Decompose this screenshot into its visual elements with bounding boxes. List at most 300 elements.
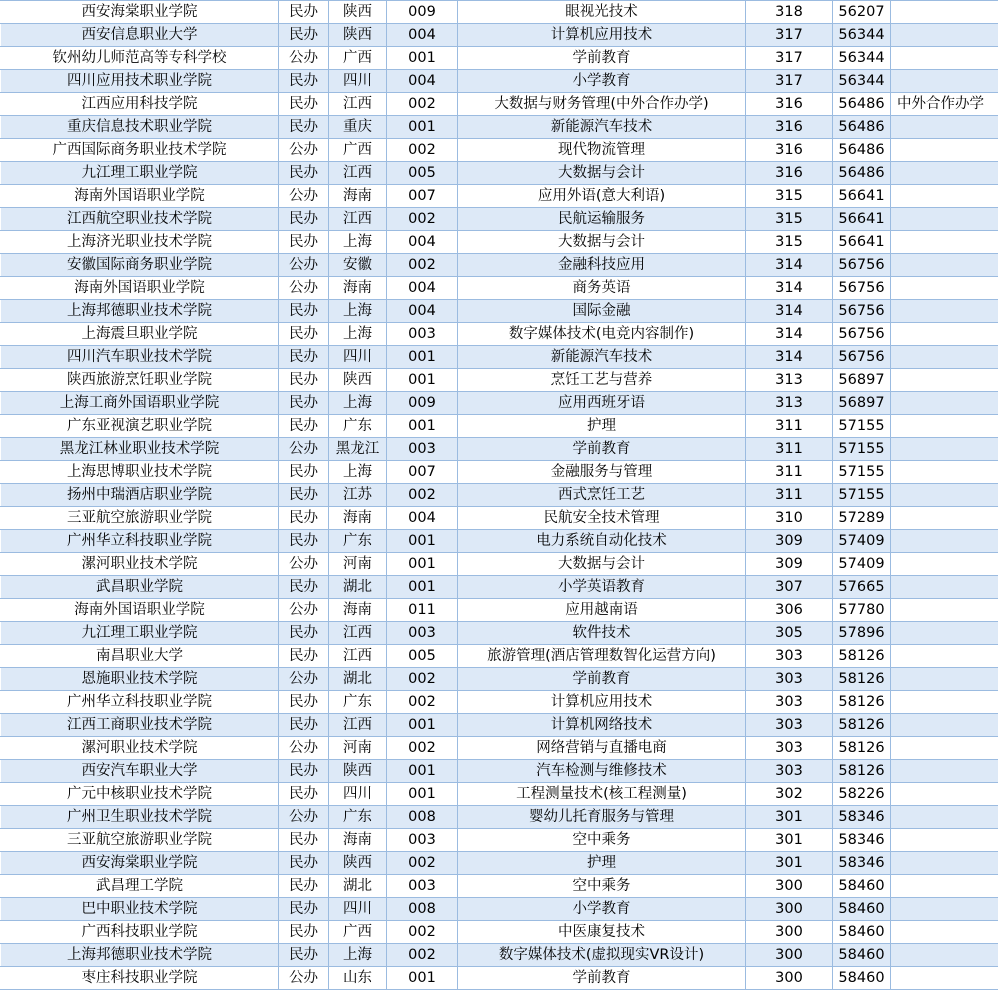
cell-major-code: 007 (387, 461, 458, 484)
cell-school-name: 九江理工职业学院 (1, 622, 279, 645)
table-row (1, 47, 998, 70)
cell-school-name: 广州华立科技职业学院 (1, 530, 279, 553)
cell-school-name: 江西应用科技学院 (1, 93, 279, 116)
cell-score: 315 (746, 208, 833, 231)
cell-major-name: 大数据与会计 (458, 162, 746, 185)
cell-province: 安徽 (329, 254, 387, 277)
cell-note (891, 208, 998, 231)
cell-major-name: 新能源汽车技术 (458, 116, 746, 139)
cell-major-name: 电力系统自动化技术 (458, 530, 746, 553)
cell-ownership: 民办 (279, 70, 329, 93)
cell-note (891, 898, 998, 921)
cell-score: 315 (746, 185, 833, 208)
cell-major-name: 金融服务与管理 (458, 461, 746, 484)
cell-major-code: 001 (387, 415, 458, 438)
cell-note (891, 185, 998, 208)
cell-score: 303 (746, 691, 833, 714)
cell-major-name: 大数据与财务管理(中外合作办学) (458, 93, 746, 116)
cell-rank: 56486 (833, 139, 891, 162)
cell-rank: 56344 (833, 24, 891, 47)
cell-province: 湖北 (329, 875, 387, 898)
cell-ownership: 民办 (279, 231, 329, 254)
cell-major-code: 001 (387, 553, 458, 576)
table-row (1, 70, 998, 93)
cell-school-name: 西安海棠职业学院 (1, 852, 279, 875)
table-row (1, 576, 998, 599)
cell-rank: 57409 (833, 553, 891, 576)
cell-province: 江西 (329, 645, 387, 668)
cell-school-name: 上海工商外国语职业学院 (1, 392, 279, 415)
cell-major-name: 网络营销与直播电商 (458, 737, 746, 760)
cell-school-name: 漯河职业技术学院 (1, 737, 279, 760)
cell-rank: 58460 (833, 875, 891, 898)
cell-province: 湖北 (329, 576, 387, 599)
cell-score: 313 (746, 392, 833, 415)
cell-major-code: 003 (387, 622, 458, 645)
cell-ownership: 公办 (279, 967, 329, 990)
cell-school-name: 巴中职业技术学院 (1, 898, 279, 921)
cell-province: 广东 (329, 530, 387, 553)
cell-rank: 58460 (833, 898, 891, 921)
cell-rank: 58460 (833, 944, 891, 967)
cell-major-name: 学前教育 (458, 438, 746, 461)
cell-note (891, 415, 998, 438)
cell-school-name: 广西科技职业学院 (1, 921, 279, 944)
cell-school-name: 海南外国语职业学院 (1, 599, 279, 622)
table-row (1, 185, 998, 208)
cell-rank: 56641 (833, 185, 891, 208)
cell-note (891, 47, 998, 70)
cell-major-name: 现代物流管理 (458, 139, 746, 162)
table-row (1, 162, 998, 185)
cell-note (891, 24, 998, 47)
cell-score: 316 (746, 93, 833, 116)
cell-major-name: 工程测量技术(核工程测量) (458, 783, 746, 806)
cell-major-name: 小学英语教育 (458, 576, 746, 599)
cell-province: 海南 (329, 829, 387, 852)
cell-province: 上海 (329, 461, 387, 484)
cell-province: 广西 (329, 139, 387, 162)
cell-major-name: 应用外语(意大利语) (458, 185, 746, 208)
cell-major-code: 004 (387, 277, 458, 300)
table-row (1, 967, 998, 990)
cell-ownership: 民办 (279, 346, 329, 369)
cell-score: 316 (746, 162, 833, 185)
cell-score: 317 (746, 24, 833, 47)
cell-note (891, 277, 998, 300)
cell-school-name: 武昌职业学院 (1, 576, 279, 599)
cell-ownership: 公办 (279, 668, 329, 691)
cell-score: 316 (746, 116, 833, 139)
table-row (1, 714, 998, 737)
cell-ownership: 民办 (279, 760, 329, 783)
table-row (1, 553, 998, 576)
cell-major-name: 大数据与会计 (458, 231, 746, 254)
cell-province: 海南 (329, 185, 387, 208)
cell-province: 江苏 (329, 484, 387, 507)
cell-school-name: 广西国际商务职业技术学院 (1, 139, 279, 162)
cell-school-name: 海南外国语职业学院 (1, 185, 279, 208)
cell-major-name: 软件技术 (458, 622, 746, 645)
cell-rank: 56897 (833, 369, 891, 392)
cell-province: 陕西 (329, 852, 387, 875)
cell-school-name: 扬州中瑞酒店职业学院 (1, 484, 279, 507)
table-row (1, 507, 998, 530)
cell-province: 海南 (329, 507, 387, 530)
cell-note (891, 921, 998, 944)
cell-rank: 57155 (833, 415, 891, 438)
table-row (1, 300, 998, 323)
cell-score: 310 (746, 507, 833, 530)
cell-ownership: 民办 (279, 829, 329, 852)
table-row (1, 691, 998, 714)
cell-province: 上海 (329, 944, 387, 967)
cell-major-code: 007 (387, 185, 458, 208)
cell-note (891, 461, 998, 484)
cell-ownership: 民办 (279, 576, 329, 599)
cell-score: 313 (746, 369, 833, 392)
cell-rank: 56486 (833, 116, 891, 139)
table-row (1, 875, 998, 898)
cell-score: 318 (746, 1, 833, 24)
cell-school-name: 重庆信息技术职业学院 (1, 116, 279, 139)
cell-province: 上海 (329, 300, 387, 323)
cell-note (891, 1, 998, 24)
cell-score: 303 (746, 668, 833, 691)
cell-rank: 57155 (833, 438, 891, 461)
table-row (1, 254, 998, 277)
cell-score: 314 (746, 254, 833, 277)
cell-rank: 57780 (833, 599, 891, 622)
cell-note (891, 438, 998, 461)
cell-major-name: 小学教育 (458, 898, 746, 921)
cell-note (891, 346, 998, 369)
cell-major-code: 001 (387, 369, 458, 392)
cell-ownership: 公办 (279, 553, 329, 576)
cell-score: 311 (746, 438, 833, 461)
cell-major-name: 学前教育 (458, 47, 746, 70)
cell-score: 311 (746, 415, 833, 438)
cell-ownership: 公办 (279, 599, 329, 622)
cell-province: 广西 (329, 921, 387, 944)
table-row (1, 737, 998, 760)
cell-province: 海南 (329, 599, 387, 622)
cell-score: 300 (746, 944, 833, 967)
cell-ownership: 民办 (279, 484, 329, 507)
cell-school-name: 广州华立科技职业学院 (1, 691, 279, 714)
table-row (1, 208, 998, 231)
cell-rank: 58460 (833, 967, 891, 990)
cell-major-name: 中医康复技术 (458, 921, 746, 944)
cell-rank: 56641 (833, 231, 891, 254)
cell-rank: 58346 (833, 852, 891, 875)
table-row (1, 783, 998, 806)
cell-major-code: 003 (387, 875, 458, 898)
cell-school-name: 枣庄科技职业学院 (1, 967, 279, 990)
cell-ownership: 公办 (279, 277, 329, 300)
cell-province: 陕西 (329, 1, 387, 24)
cell-score: 309 (746, 553, 833, 576)
cell-major-code: 002 (387, 737, 458, 760)
cell-major-code: 003 (387, 323, 458, 346)
cell-province: 湖北 (329, 668, 387, 691)
cell-rank: 58346 (833, 829, 891, 852)
cell-major-name: 国际金融 (458, 300, 746, 323)
cell-major-name: 学前教育 (458, 967, 746, 990)
cell-school-name: 广元中核职业技术学院 (1, 783, 279, 806)
cell-ownership: 民办 (279, 323, 329, 346)
cell-major-name: 数字媒体技术(电竞内容制作) (458, 323, 746, 346)
cell-score: 311 (746, 461, 833, 484)
cell-rank: 58126 (833, 737, 891, 760)
cell-note (891, 507, 998, 530)
cell-major-name: 汽车检测与维修技术 (458, 760, 746, 783)
cell-ownership: 民办 (279, 944, 329, 967)
cell-score: 314 (746, 300, 833, 323)
cell-ownership: 民办 (279, 1, 329, 24)
cell-province: 江西 (329, 162, 387, 185)
cell-score: 301 (746, 852, 833, 875)
cell-note (891, 714, 998, 737)
cell-major-code: 008 (387, 898, 458, 921)
cell-rank: 56344 (833, 47, 891, 70)
cell-major-name: 应用越南语 (458, 599, 746, 622)
cell-rank: 58346 (833, 806, 891, 829)
cell-ownership: 民办 (279, 875, 329, 898)
cell-school-name: 广州卫生职业技术学院 (1, 806, 279, 829)
table-row (1, 760, 998, 783)
table-row (1, 806, 998, 829)
table-row (1, 323, 998, 346)
cell-province: 广西 (329, 47, 387, 70)
cell-province: 广东 (329, 806, 387, 829)
cell-rank: 56756 (833, 300, 891, 323)
cell-ownership: 民办 (279, 507, 329, 530)
cell-major-name: 计算机应用技术 (458, 691, 746, 714)
table-row (1, 530, 998, 553)
cell-rank: 58460 (833, 921, 891, 944)
cell-province: 广东 (329, 415, 387, 438)
cell-major-code: 002 (387, 691, 458, 714)
cell-major-name: 商务英语 (458, 277, 746, 300)
cell-major-code: 004 (387, 507, 458, 530)
cell-score: 305 (746, 622, 833, 645)
cell-major-code: 004 (387, 300, 458, 323)
cell-ownership: 公办 (279, 185, 329, 208)
table-row (1, 829, 998, 852)
cell-note (891, 599, 998, 622)
cell-major-name: 民航安全技术管理 (458, 507, 746, 530)
cell-ownership: 民办 (279, 415, 329, 438)
cell-note (891, 323, 998, 346)
cell-major-name: 烹饪工艺与营养 (458, 369, 746, 392)
cell-major-name: 旅游管理(酒店管理数智化运营方向) (458, 645, 746, 668)
cell-major-name: 护理 (458, 852, 746, 875)
table-row (1, 484, 998, 507)
cell-score: 309 (746, 530, 833, 553)
cell-province: 山东 (329, 967, 387, 990)
cell-school-name: 安徽国际商务职业学院 (1, 254, 279, 277)
cell-note (891, 369, 998, 392)
cell-ownership: 公办 (279, 254, 329, 277)
cell-ownership: 公办 (279, 139, 329, 162)
cell-rank: 56756 (833, 323, 891, 346)
cell-rank: 58126 (833, 668, 891, 691)
cell-rank: 57665 (833, 576, 891, 599)
cell-school-name: 上海震旦职业学院 (1, 323, 279, 346)
cell-note (891, 967, 998, 990)
cell-major-code: 002 (387, 484, 458, 507)
cell-province: 上海 (329, 323, 387, 346)
cell-school-name: 广东亚视演艺职业学院 (1, 415, 279, 438)
table-row (1, 116, 998, 139)
cell-note (891, 231, 998, 254)
cell-school-name: 漯河职业技术学院 (1, 553, 279, 576)
table-row (1, 415, 998, 438)
cell-ownership: 公办 (279, 737, 329, 760)
cell-rank: 57155 (833, 484, 891, 507)
cell-note (891, 875, 998, 898)
cell-province: 广东 (329, 691, 387, 714)
cell-major-name: 空中乘务 (458, 875, 746, 898)
cell-school-name: 江西工商职业技术学院 (1, 714, 279, 737)
cell-score: 302 (746, 783, 833, 806)
cell-major-code: 002 (387, 93, 458, 116)
cell-major-name: 护理 (458, 415, 746, 438)
cell-ownership: 民办 (279, 24, 329, 47)
cell-province: 四川 (329, 346, 387, 369)
cell-score: 306 (746, 599, 833, 622)
cell-score: 301 (746, 806, 833, 829)
cell-ownership: 公办 (279, 47, 329, 70)
cell-rank: 58126 (833, 714, 891, 737)
cell-province: 海南 (329, 277, 387, 300)
cell-note (891, 829, 998, 852)
cell-score: 307 (746, 576, 833, 599)
cell-major-name: 民航运输服务 (458, 208, 746, 231)
cell-major-name: 新能源汽车技术 (458, 346, 746, 369)
table-row (1, 139, 998, 162)
cell-ownership: 民办 (279, 645, 329, 668)
cell-ownership: 民办 (279, 392, 329, 415)
cell-major-code: 005 (387, 645, 458, 668)
cell-major-code: 002 (387, 944, 458, 967)
cell-major-code: 002 (387, 139, 458, 162)
cell-note (891, 70, 998, 93)
cell-school-name: 西安信息职业大学 (1, 24, 279, 47)
cell-major-code: 011 (387, 599, 458, 622)
cell-score: 314 (746, 277, 833, 300)
cell-school-name: 四川汽车职业技术学院 (1, 346, 279, 369)
cell-major-code: 004 (387, 231, 458, 254)
cell-province: 江西 (329, 93, 387, 116)
cell-rank: 56756 (833, 346, 891, 369)
cell-note (891, 622, 998, 645)
cell-major-code: 001 (387, 116, 458, 139)
cell-score: 303 (746, 645, 833, 668)
cell-score: 300 (746, 898, 833, 921)
table-row (1, 231, 998, 254)
cell-major-name: 计算机应用技术 (458, 24, 746, 47)
cell-school-name: 江西航空职业技术学院 (1, 208, 279, 231)
cell-ownership: 民办 (279, 783, 329, 806)
table-row (1, 921, 998, 944)
cell-score: 300 (746, 967, 833, 990)
table-row (1, 1, 998, 24)
cell-school-name: 西安海棠职业学院 (1, 1, 279, 24)
cell-major-code: 003 (387, 829, 458, 852)
cell-ownership: 民办 (279, 898, 329, 921)
cell-school-name: 陕西旅游烹饪职业学院 (1, 369, 279, 392)
cell-score: 300 (746, 921, 833, 944)
cell-rank: 58226 (833, 783, 891, 806)
cell-score: 303 (746, 760, 833, 783)
cell-province: 河南 (329, 737, 387, 760)
cell-major-code: 008 (387, 806, 458, 829)
table-row (1, 392, 998, 415)
cell-province: 四川 (329, 783, 387, 806)
cell-major-name: 空中乘务 (458, 829, 746, 852)
cell-score: 316 (746, 139, 833, 162)
cell-major-name: 婴幼儿托育服务与管理 (458, 806, 746, 829)
cell-province: 陕西 (329, 24, 387, 47)
cell-major-code: 002 (387, 208, 458, 231)
cell-rank: 56486 (833, 162, 891, 185)
cell-school-name: 西安汽车职业大学 (1, 760, 279, 783)
cell-major-code: 001 (387, 714, 458, 737)
cell-rank: 56207 (833, 1, 891, 24)
cell-rank: 58126 (833, 760, 891, 783)
cell-ownership: 民办 (279, 93, 329, 116)
cell-note (891, 691, 998, 714)
cell-score: 303 (746, 737, 833, 760)
cell-ownership: 民办 (279, 300, 329, 323)
cell-school-name: 黑龙江林业职业技术学院 (1, 438, 279, 461)
cell-note (891, 484, 998, 507)
cell-rank: 58126 (833, 691, 891, 714)
cell-school-name: 上海邦德职业技术学院 (1, 300, 279, 323)
cell-province: 陕西 (329, 760, 387, 783)
cell-major-code: 002 (387, 921, 458, 944)
cell-score: 314 (746, 323, 833, 346)
table-row (1, 24, 998, 47)
cell-note (891, 530, 998, 553)
cell-score: 301 (746, 829, 833, 852)
cell-province: 江西 (329, 622, 387, 645)
cell-note (891, 553, 998, 576)
cell-note (891, 668, 998, 691)
cell-rank: 58126 (833, 645, 891, 668)
cell-major-code: 009 (387, 1, 458, 24)
cell-rank: 56897 (833, 392, 891, 415)
cell-ownership: 民办 (279, 162, 329, 185)
cell-major-code: 002 (387, 852, 458, 875)
cell-major-name: 学前教育 (458, 668, 746, 691)
table-row (1, 668, 998, 691)
cell-major-name: 眼视光技术 (458, 1, 746, 24)
cell-ownership: 民办 (279, 530, 329, 553)
cell-note (891, 806, 998, 829)
cell-ownership: 公办 (279, 806, 329, 829)
cell-ownership: 民办 (279, 369, 329, 392)
cell-major-code: 001 (387, 760, 458, 783)
cell-major-code: 001 (387, 576, 458, 599)
cell-score: 317 (746, 47, 833, 70)
cell-major-name: 应用西班牙语 (458, 392, 746, 415)
cell-major-code: 001 (387, 967, 458, 990)
cell-province: 黑龙江 (329, 438, 387, 461)
table-row (1, 277, 998, 300)
